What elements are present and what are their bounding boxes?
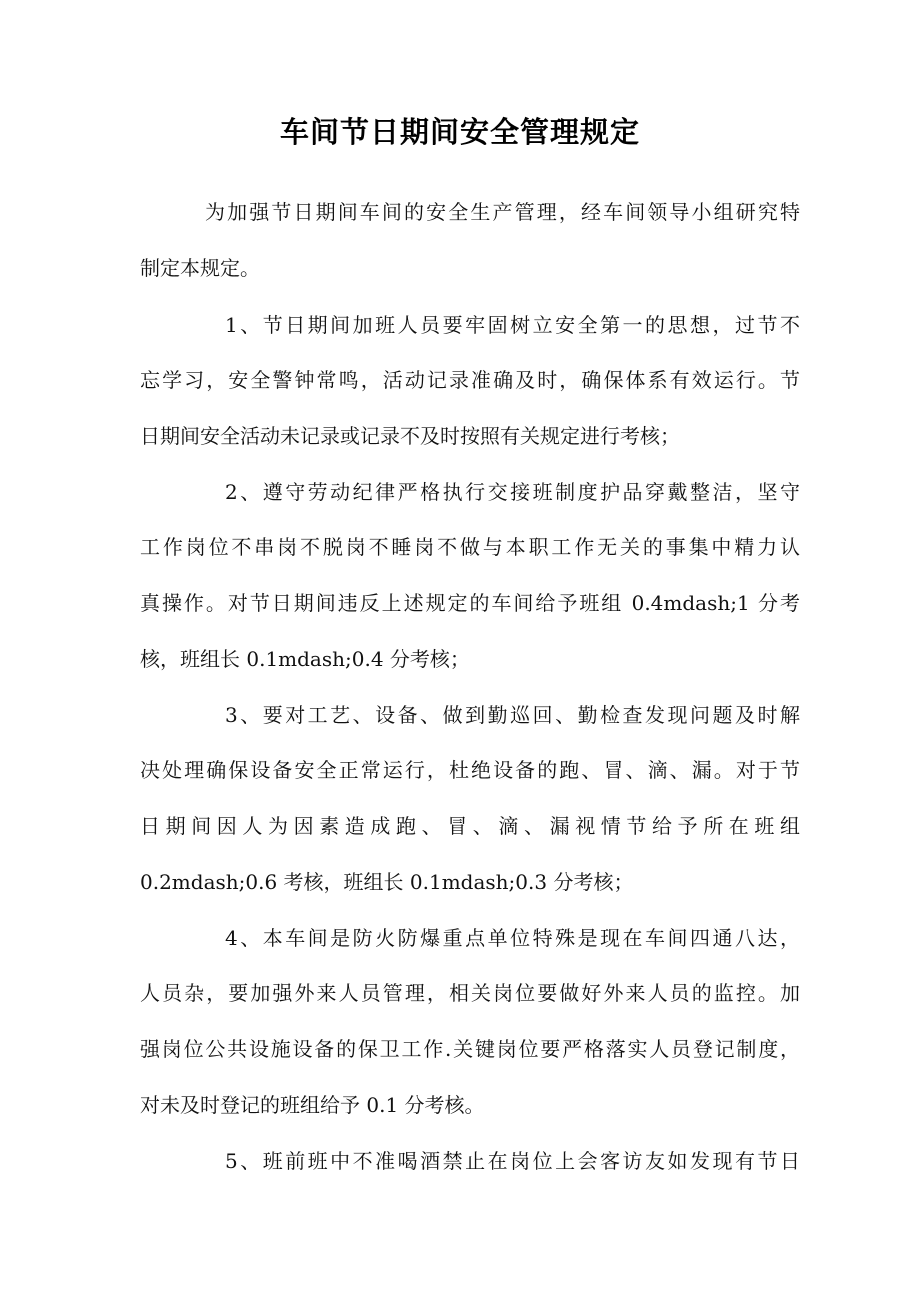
paragraph-item-1-line-2: 忘学习，安全警钟常鸣，活动记录准确及时，确保体系有效运行。节	[140, 368, 800, 392]
paragraph-item-1-line-1: 1、节日期间加班人员要牢固树立安全第一的思想，过节不	[225, 313, 800, 337]
paragraph-item-2-line-1: 2、遵守劳动纪律严格执行交接班制度护品穿戴整洁，坚守	[225, 480, 800, 504]
paragraph-item-3-line-3: 日期间因人为因素造成跑、冒、滴、漏视情节给予所在班组	[140, 814, 800, 838]
paragraph-item-4-line-3: 强岗位公共设施设备的保卫工作.关键岗位要严格落实人员登记制度，	[140, 1037, 800, 1061]
paragraph-item-4-line-2: 人员杂，要加强外来人员管理，相关岗位要做好外来人员的监控。加	[140, 981, 800, 1005]
paragraph-intro-line-1: 为加强节日期间车间的安全生产管理，经车间领导小组研究特	[205, 200, 800, 224]
paragraph-item-2-line-2: 工作岗位不串岗不脱岗不睡岗不做与本职工作无关的事集中精力认	[140, 535, 800, 559]
paragraph-item-2-line-3: 真操作。对节日期间违反上述规定的车间给予班组 0.4mdash;1 分考	[140, 591, 800, 615]
paragraph-item-4-line-4: 对未及时登记的班组给予 0.1 分考核。	[140, 1093, 485, 1117]
paragraph-item-3-line-4: 0.2mdash;0.6 考核，班组长 0.1mdash;0.3 分考核；	[140, 870, 634, 894]
paragraph-item-5-line-1: 5、班前班中不准喝酒禁止在岗位上会客访友如发现有节日	[225, 1149, 800, 1173]
paragraph-item-4-line-1: 4、本车间是防火防爆重点单位特殊是现在车间四通八达，	[225, 926, 800, 950]
paragraph-intro-line-2: 制定本规定。	[140, 256, 260, 280]
document-title: 车间节日期间安全管理规定	[279, 115, 640, 149]
paragraph-item-3-line-1: 3、要对工艺、设备、做到勤巡回、勤检查发现问题及时解	[225, 703, 800, 727]
paragraph-item-1-line-3: 日期间安全活动未记录或记录不及时按照有关规定进行考核；	[140, 424, 680, 448]
paragraph-item-2-line-4: 核，班组长 0.1mdash;0.4 分考核；	[140, 647, 470, 671]
paragraph-item-3-line-2: 决处理确保设备安全正常运行，杜绝设备的跑、冒、滴、漏。对于节	[140, 758, 800, 782]
